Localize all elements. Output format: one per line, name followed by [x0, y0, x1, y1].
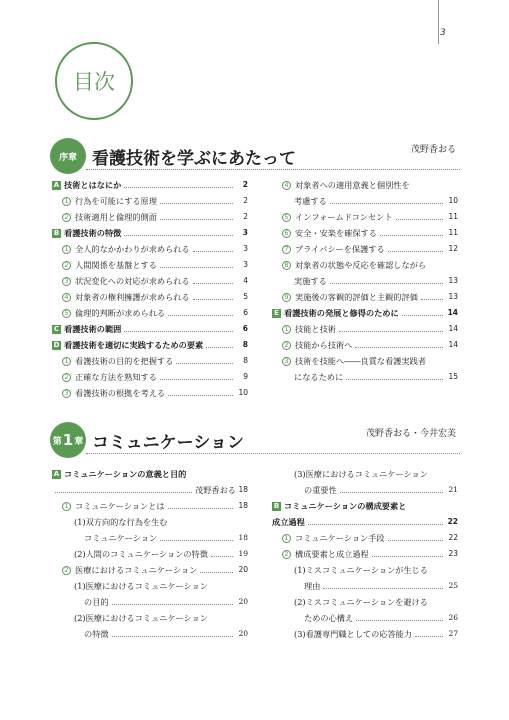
- toc-entry: [52, 594, 248, 610]
- item-number-marker: 2: [62, 261, 71, 270]
- item-number-marker: 3: [282, 357, 291, 366]
- page-ref: 27: [448, 629, 458, 638]
- chapter1-badge-prefix: 第: [52, 436, 62, 447]
- entry-text: の重要性: [304, 485, 337, 495]
- entry-text: 人間関係を基盤とする: [75, 260, 157, 270]
- toc-entry: [52, 546, 248, 562]
- toc-entry: [52, 353, 248, 369]
- page-ref: 4: [243, 276, 248, 285]
- sub-number-marker: (2): [74, 549, 86, 559]
- chapter1-divider: [86, 453, 460, 454]
- entry-text: 看護技術の根拠を考える: [75, 388, 166, 398]
- page-ref: 6: [243, 308, 248, 317]
- entry-text: 人間のコミュニケーションの特徴: [85, 549, 208, 559]
- chapter1-author: 茂野香おる・今井宏美: [365, 429, 456, 439]
- entry-text: 技術適用と倫理的側面: [75, 212, 157, 222]
- dot-leader: [330, 283, 443, 284]
- toc-entry: [272, 466, 458, 482]
- entry-text: 双方向的な行為を生む: [85, 517, 168, 527]
- dot-leader: [206, 347, 233, 348]
- dot-leader: [168, 508, 233, 509]
- prologue-divider: [86, 169, 460, 170]
- toc-entry: [272, 546, 458, 562]
- page-ref: 3: [243, 244, 248, 253]
- prologue-header: [50, 138, 460, 174]
- entry-text: 看護専門職としての応答能力: [305, 629, 413, 639]
- toc-entry: [272, 225, 458, 241]
- toc-entry: [272, 530, 458, 546]
- page-ref: 14: [448, 324, 458, 333]
- page-ref: 22: [448, 533, 458, 542]
- dot-leader: [211, 556, 233, 557]
- dot-leader: [200, 572, 233, 573]
- item-number-marker: 2: [62, 566, 71, 575]
- entry-text: 正確な方法を熟知する: [75, 372, 157, 382]
- page-ref: 5: [243, 292, 248, 301]
- sub-number-marker: (2): [294, 597, 306, 607]
- dot-leader: [388, 540, 443, 541]
- section-letter-marker: B: [273, 502, 280, 510]
- entry-text: 対象者の状態や反応を確認しながら: [295, 260, 427, 270]
- toc-entry: [272, 241, 458, 257]
- page-ref: 21: [448, 485, 458, 494]
- page-ref: 10: [238, 388, 248, 397]
- sub-number-marker: (3): [294, 629, 306, 639]
- page-ref: 23: [448, 549, 458, 558]
- chapter1-title: コミュニケーション: [92, 433, 244, 453]
- toc-entry: [272, 369, 458, 385]
- toc-entry: [272, 626, 458, 642]
- page-ref: 14: [448, 340, 458, 349]
- dot-leader: [160, 219, 233, 220]
- item-number-marker: 1: [62, 502, 71, 511]
- toc-entry: [272, 610, 458, 626]
- entry-text: コミュニケーションとは: [75, 501, 165, 511]
- entry-text: 行為を可能にする原理: [75, 196, 157, 206]
- dot-leader: [346, 379, 443, 380]
- dot-leader: [415, 636, 443, 637]
- toc-entry: [52, 177, 248, 193]
- page-ref: 11: [448, 212, 458, 221]
- entry-text: の特徴: [84, 629, 109, 639]
- entry-author: 茂野香おる: [195, 485, 236, 495]
- header-rule: [438, 0, 439, 44]
- item-number-marker: 1: [62, 357, 71, 366]
- chapter1-badge-suffix: 章: [74, 436, 84, 447]
- item-number-marker: 2: [62, 213, 71, 222]
- item-number-marker: 1: [282, 325, 291, 334]
- entry-text: ための心構え: [304, 613, 354, 623]
- dot-leader: [124, 331, 233, 332]
- page-ref: 26: [448, 613, 458, 622]
- toc-entry: [52, 610, 248, 626]
- page-ref: 8: [243, 356, 248, 365]
- toc-entry: [52, 385, 248, 401]
- entry-text: の目的: [84, 597, 109, 607]
- dot-leader: [124, 187, 233, 188]
- toc-entry: [272, 177, 458, 193]
- entry-text: 技能から技術へ: [295, 340, 353, 350]
- toc-entry: [52, 273, 248, 289]
- page-ref: 12: [448, 244, 458, 253]
- entry-text: コミュニケーションの構成要素と: [284, 501, 407, 511]
- page-ref: 2: [242, 180, 248, 189]
- toc-entry: [272, 273, 458, 289]
- section-letter-marker: A: [53, 181, 60, 189]
- toc-entry: [52, 241, 248, 257]
- toc-entry: [52, 578, 248, 594]
- toc-entry: [272, 337, 458, 353]
- dot-leader: [330, 203, 443, 204]
- page-ref: 13: [448, 276, 458, 285]
- prologue-left-column: [52, 177, 248, 401]
- entry-text: 看護技術の発展と修得のために: [284, 308, 399, 318]
- dot-leader: [193, 251, 233, 252]
- page-ref: 22: [447, 517, 458, 526]
- page-ref: 3: [243, 260, 248, 269]
- entry-text: 技能と技術: [295, 324, 336, 334]
- toc-entry: [52, 482, 248, 498]
- sub-number-marker: (1): [74, 517, 86, 527]
- dot-leader: [160, 203, 233, 204]
- page-ref: 9: [243, 372, 248, 381]
- page-ref: 18: [238, 485, 248, 494]
- toc-entry: [52, 369, 248, 385]
- dot-leader: [339, 331, 443, 332]
- dot-leader: [380, 235, 443, 236]
- entry-text: 看護技術を適切に実践するための要素: [64, 340, 204, 350]
- dot-leader: [176, 363, 233, 364]
- toc-entry: [272, 562, 458, 578]
- toc-entry: [272, 594, 458, 610]
- chapter1-right-column: [272, 466, 458, 642]
- toc-entry: [52, 466, 248, 482]
- chapter1-badge: [50, 422, 86, 458]
- entry-text: コミュニケーション: [84, 533, 158, 543]
- entry-text: 医療におけるコミュニケーション: [75, 565, 198, 575]
- dot-leader: [168, 315, 233, 316]
- item-number-marker: 8: [282, 261, 291, 270]
- entry-text: 対象者の権利擁護が求められる: [75, 292, 190, 302]
- dot-leader: [323, 588, 443, 589]
- item-number-marker: 4: [282, 181, 291, 190]
- page-ref: 20: [238, 597, 248, 606]
- page-ref: 3: [242, 228, 248, 237]
- entry-text: インフォームドコンセント: [295, 212, 393, 222]
- toc-entry: [52, 257, 248, 273]
- dot-leader: [160, 540, 233, 541]
- toc-title: 目次: [55, 42, 133, 120]
- toc-entry: [272, 482, 458, 498]
- item-number-marker: 2: [282, 341, 291, 350]
- entry-text: 倫理的判断が求められる: [75, 308, 166, 318]
- entry-text: 構成要素と成立過程: [295, 549, 369, 559]
- toc-entry: [272, 305, 458, 321]
- dot-leader: [112, 636, 233, 637]
- entry-text: 実施する: [294, 276, 327, 286]
- entry-text: 医療におけるコミュニケーション: [305, 469, 428, 479]
- entry-text: 医療におけるコミュニケーション: [85, 581, 208, 591]
- page-ref: 20: [238, 629, 248, 638]
- prologue-badge: 序章: [50, 138, 86, 174]
- toc-entry: [272, 193, 458, 209]
- toc-entry: [52, 562, 248, 578]
- page-ref: 19: [238, 549, 248, 558]
- toc-entry: [52, 225, 248, 241]
- page-ref: 25: [448, 581, 458, 590]
- toc-entry: [272, 498, 458, 514]
- entry-text: 看護技術の目的を把握する: [75, 356, 174, 366]
- toc-entry: [272, 257, 458, 273]
- entry-text: 対象者への適用意義と個別性を: [295, 180, 410, 190]
- section-letter-marker: B: [53, 229, 60, 237]
- entry-text: 技術を技能へ――良質な看護実践者: [295, 356, 427, 366]
- dot-leader: [193, 299, 233, 300]
- prologue-title: 看護技術を学ぶにあたって: [92, 149, 296, 169]
- section-letter-marker: A: [53, 470, 60, 478]
- toc-entry: [52, 321, 248, 337]
- item-number-marker: 5: [62, 309, 71, 318]
- entry-text: 技術とはなにか: [64, 180, 122, 190]
- toc-entry: [52, 498, 248, 514]
- dot-leader: [388, 251, 443, 252]
- toc-entry: [52, 193, 248, 209]
- dot-leader: [124, 235, 233, 236]
- toc-entry: [52, 514, 248, 530]
- item-number-marker: 2: [282, 550, 291, 559]
- chapter1-badge-number: 1: [62, 431, 74, 449]
- toc-entry: [272, 353, 458, 369]
- dot-leader: [396, 219, 443, 220]
- toc-entry: [52, 289, 248, 305]
- prologue-right-column: [272, 177, 458, 385]
- dot-leader: [402, 315, 443, 316]
- entry-text: 理由: [304, 581, 321, 591]
- dot-leader: [340, 492, 443, 493]
- chapter1-left-column: [52, 466, 248, 642]
- toc-entry: [52, 209, 248, 225]
- page-ref: 10: [448, 196, 458, 205]
- section-letter-marker: E: [272, 309, 281, 318]
- entry-text: ミスコミュニケーションが生じる: [305, 565, 428, 575]
- page-ref: 8: [242, 340, 248, 349]
- sub-number-marker: (2): [74, 613, 86, 623]
- item-number-marker: 1: [62, 245, 71, 254]
- item-number-marker: 1: [282, 534, 291, 543]
- toc-entry: [52, 305, 248, 321]
- dot-leader: [112, 604, 233, 605]
- section-letter-marker: C: [53, 325, 60, 333]
- page-ref: 11: [448, 228, 458, 237]
- chapter1-header: [50, 422, 460, 458]
- dot-leader: [308, 524, 443, 525]
- dot-leader: [372, 556, 443, 557]
- toc-entry: [52, 530, 248, 546]
- entry-text: コミュニケーション手段: [295, 533, 385, 543]
- entry-text: 状況変化への対応が求められる: [75, 276, 190, 286]
- page-ref: 18: [238, 501, 248, 510]
- entry-text: コミュニケーションの意義と目的: [64, 469, 187, 479]
- prologue-author: 茂野香おる: [410, 145, 456, 155]
- section-letter-marker: D: [53, 341, 60, 349]
- dot-leader: [55, 492, 192, 493]
- page-ref: 2: [243, 196, 248, 205]
- page-ref: 14: [447, 308, 458, 317]
- dot-leader: [355, 347, 443, 348]
- item-number-marker: 9: [282, 293, 291, 302]
- dot-leader: [160, 379, 233, 380]
- page-ref: 20: [238, 565, 248, 574]
- sub-number-marker: (1): [294, 565, 306, 575]
- page-ref: 15: [448, 372, 458, 381]
- toc-entry: [272, 514, 458, 530]
- entry-text: 安全・安楽を確保する: [295, 228, 377, 238]
- entry-text: 実施後の客観的評価と主観的評価: [295, 292, 418, 302]
- item-number-marker: 6: [282, 229, 291, 238]
- entry-text: プライバシーを保護する: [295, 244, 385, 254]
- toc-entry: [272, 578, 458, 594]
- item-number-marker: 4: [62, 293, 71, 302]
- entry-text: になるために: [294, 372, 344, 382]
- page-number: 3: [440, 28, 446, 38]
- sub-number-marker: (1): [74, 581, 86, 591]
- item-number-marker: 7: [282, 245, 291, 254]
- dot-leader: [421, 299, 443, 300]
- toc-entry: [272, 321, 458, 337]
- dot-leader: [193, 283, 233, 284]
- dot-leader: [168, 395, 233, 396]
- dot-leader: [356, 620, 443, 621]
- item-number-marker: 3: [62, 389, 71, 398]
- entry-text: 看護技術の特徴: [64, 228, 122, 238]
- sub-number-marker: (3): [294, 469, 306, 479]
- dot-leader: [160, 267, 233, 268]
- entry-text: 医療におけるコミュニケーション: [85, 613, 208, 623]
- toc-entry: [52, 626, 248, 642]
- entry-text: 全人的なかかわりが求められる: [75, 244, 190, 254]
- page-ref: 18: [238, 533, 248, 542]
- toc-entry: [272, 209, 458, 225]
- item-number-marker: 5: [282, 213, 291, 222]
- entry-text: 看護技術の範囲: [64, 324, 122, 334]
- entry-text: 成立過程: [272, 517, 305, 527]
- entry-text: ミスコミュニケーションを避ける: [305, 597, 428, 607]
- item-number-marker: 1: [62, 197, 71, 206]
- item-number-marker: 3: [62, 277, 71, 286]
- item-number-marker: 2: [62, 373, 71, 382]
- entry-text: 考慮する: [294, 196, 327, 206]
- toc-entry: [52, 337, 248, 353]
- page-ref: 13: [448, 292, 458, 301]
- page-ref: 6: [242, 324, 248, 333]
- page-ref: 2: [243, 212, 248, 221]
- toc-entry: [272, 289, 458, 305]
